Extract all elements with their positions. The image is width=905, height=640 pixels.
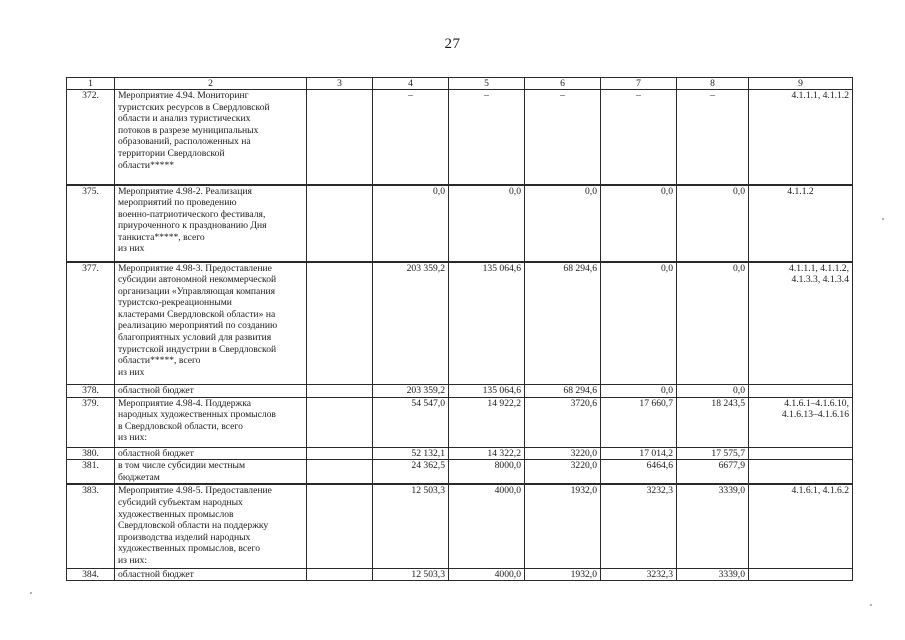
row-name: в том числе субсидии местным бюджетам [115,460,307,485]
cell-col4: 54 547,0 [373,397,449,447]
table-row [67,397,853,447]
cell-col6: 1932,0 [525,484,601,568]
row-number: 384. [67,568,115,581]
row-goal [749,447,853,460]
cell-col6: 68 294,6 [525,262,601,385]
row-number: 379. [67,397,115,447]
row-goal: 4.1.6.1–4.1.6.10, 4.1.6.13–4.1.6.16 [749,397,853,447]
header-row [67,78,853,90]
cell-col5: 0,0 [449,185,525,262]
cell-col4: 0,0 [373,185,449,262]
cell-col6: 3220,0 [525,447,601,460]
row-goal [749,460,853,485]
row-goal: 4.1.1.2 [749,185,853,262]
cell-col7: 0,0 [601,385,677,398]
row-name: областной бюджет [115,385,307,398]
cell-col5: – [449,90,525,185]
cell-col3 [307,385,373,398]
row-goal [749,385,853,398]
cell-col5: 4000,0 [449,484,525,568]
cell-col6: 1932,0 [525,568,601,581]
cell-col7: – [601,90,677,185]
cell-col8: – [677,90,749,185]
cell-col3 [307,484,373,568]
header-cell: 3 [307,78,373,90]
row-goal: 4.1.1.1, 4.1.1.2, 4.1.3.3, 4.1.3.4 [749,262,853,385]
row-number: 377. [67,262,115,385]
cell-col3 [307,447,373,460]
cell-col3 [307,185,373,262]
header-cell: 2 [115,78,307,90]
cell-col6: 0,0 [525,185,601,262]
header-cell: 6 [525,78,601,90]
table-row [67,90,853,185]
cell-col3 [307,90,373,185]
cell-col4: 203 359,2 [373,262,449,385]
cell-col6: – [525,90,601,185]
cell-col4: – [373,90,449,185]
row-number: 372. [67,90,115,185]
header-cell: 4 [373,78,449,90]
cell-col4: 52 132,1 [373,447,449,460]
cell-col5: 135 064,6 [449,385,525,398]
cell-col3 [307,262,373,385]
cell-col5: 14 322,2 [449,447,525,460]
row-name: Мероприятие 4.94. Мониторинг туристских ресурсов в Свердловской области и анализ туристических потоков в разрезе муниципальных образований, расположенных на территории Свердловской области***** [115,90,307,185]
row-name: областной бюджет [115,447,307,460]
row-name: Мероприятие 4.98-5. Предоставление субсидий субъектам народных художественных промыслов Свердловской области на поддержку производства изделий народных художественных промыслов, всего из них: [115,484,307,568]
row-name: Мероприятие 4.98-4. Поддержка народных художественных промыслов в Свердловской области, всего из них: [115,397,307,447]
cell-col7: 0,0 [601,185,677,262]
header-cell: 8 [677,78,749,90]
row-goal [749,568,853,581]
scan-speck [870,604,872,606]
cell-col8: 18 243,5 [677,397,749,447]
cell-col5: 8000,0 [449,460,525,485]
cell-col8: 3339,0 [677,484,749,568]
table-row [67,262,853,385]
table-row [67,447,853,460]
cell-col3 [307,460,373,485]
program-table [66,77,853,581]
cell-col3 [307,568,373,581]
cell-col7: 3232,3 [601,484,677,568]
row-number: 378. [67,385,115,398]
row-name: Мероприятие 4.98-2. Реализация мероприятий по проведению военно-патриотического фестиваля, приуроченного к празднованию Дня танкиста*****, всего из них [115,185,307,262]
cell-col6: 3720,6 [525,397,601,447]
scan-speck [30,592,32,594]
row-number: 383. [67,484,115,568]
cell-col8: 0,0 [677,385,749,398]
table-row [67,185,853,262]
row-name: Мероприятие 4.98-3. Предоставление субсидии автономной некоммерческой организации «Управляющая компания туристско-рекреационными кластерами Свердловской области» на реализацию мероприятий по созданию благоприятных условий для развития туристской индустрии в Свердловской области*****, всего из них [115,262,307,385]
header-cell: 1 [67,78,115,90]
scan-speck [882,218,884,220]
cell-col7: 3232,3 [601,568,677,581]
cell-col8: 17 575,7 [677,447,749,460]
cell-col4: 24 362,5 [373,460,449,485]
cell-col5: 135 064,6 [449,262,525,385]
cell-col8: 6677,9 [677,460,749,485]
row-number: 381. [67,460,115,485]
cell-col8: 3339,0 [677,568,749,581]
cell-col6: 3220,0 [525,460,601,485]
cell-col7: 0,0 [601,262,677,385]
cell-col7: 17 014,2 [601,447,677,460]
cell-col5: 4000,0 [449,568,525,581]
row-number: 375. [67,185,115,262]
cell-col8: 0,0 [677,262,749,385]
header-cell: 9 [749,78,853,90]
cell-col4: 12 503,3 [373,484,449,568]
cell-col7: 6464,6 [601,460,677,485]
header-cell: 5 [449,78,525,90]
table-row [67,484,853,568]
cell-col5: 14 922,2 [449,397,525,447]
cell-col4: 12 503,3 [373,568,449,581]
row-goal: 4.1.6.1, 4.1.6.2 [749,484,853,568]
row-number: 380. [67,447,115,460]
row-name: областной бюджет [115,568,307,581]
table-row [67,460,853,485]
cell-col8: 0,0 [677,185,749,262]
table-row [67,568,853,581]
cell-col4: 203 359,2 [373,385,449,398]
header-cell: 7 [601,78,677,90]
cell-col3 [307,397,373,447]
table-row [67,385,853,398]
page-number: 27 [444,36,461,52]
cell-col6: 68 294,6 [525,385,601,398]
cell-col7: 17 660,7 [601,397,677,447]
row-goal: 4.1.1.1, 4.1.1.2 [749,90,853,185]
